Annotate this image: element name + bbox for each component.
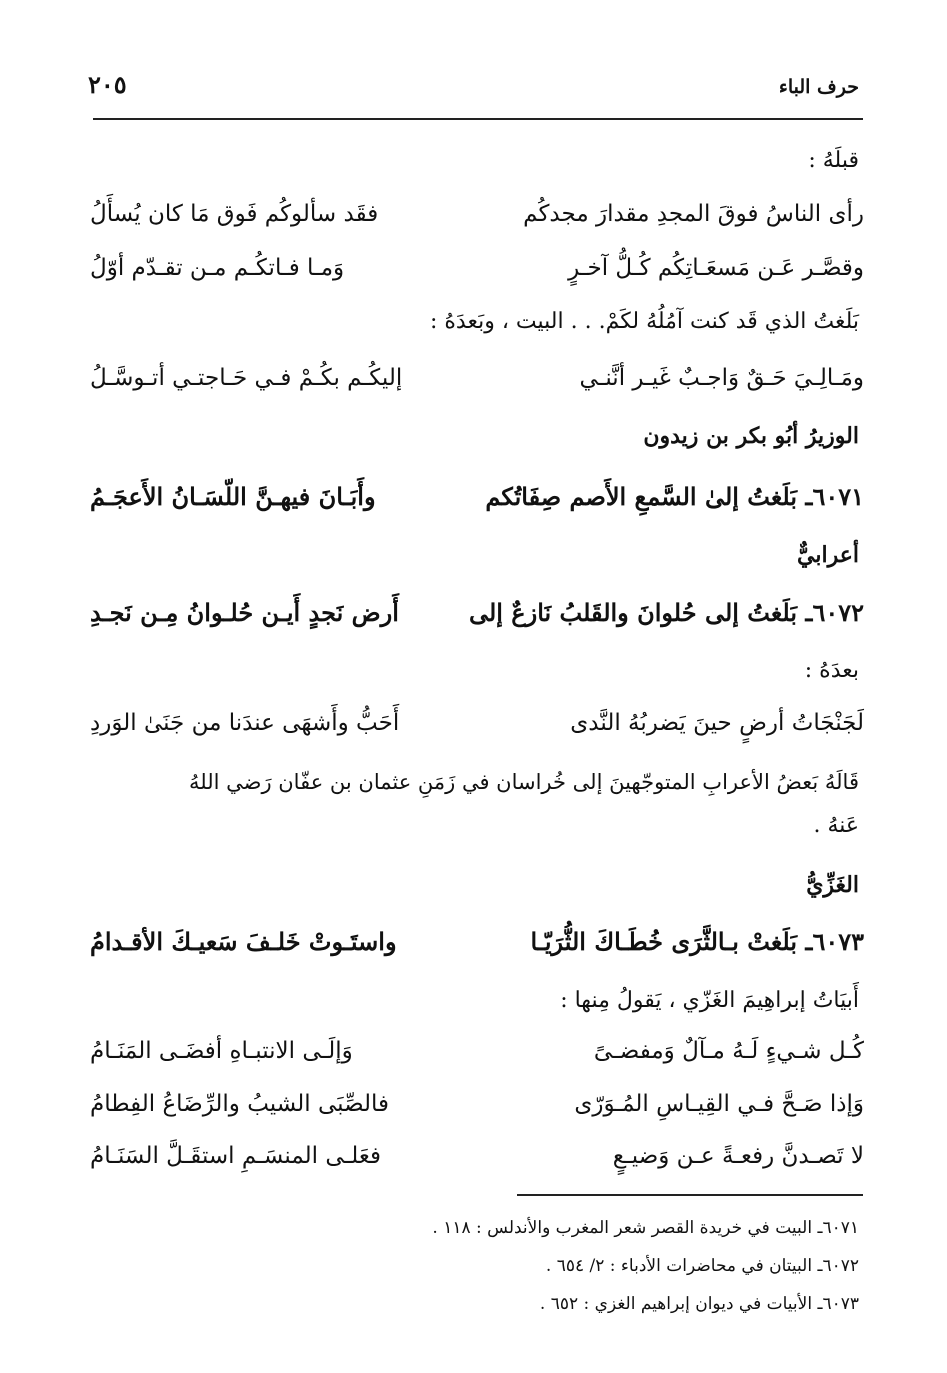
attribution-note-end: عَنهُ . (813, 813, 859, 838)
verse-second-hemistich: فعَلـى المنسَـمِ استقَـلَّ السَنَـامُ (90, 1143, 381, 1169)
verse-first-hemistich: وقصَّـر عَـن مَسعَـاتِكُم كُـلُّ آخـرٍ (568, 255, 864, 281)
footnote-rule (517, 1194, 863, 1196)
verse-first-hemistich: رأى الناسُ فوقَ المجدِ مقدارَ مجدكُم (523, 201, 864, 227)
page-number: ٢٠٥ (88, 70, 127, 99)
verse-6072 (90, 595, 864, 629)
reference-line: بَلَغتُ الذي قَد كنت آمُلُهُ لكَمْ. . . البيت ، وبَعدَهُ : (430, 309, 859, 334)
verse-6071 (90, 479, 864, 513)
verse-second-hemistich: وَمـا فـاتكُـم مـن تقـدّم أوّلُ (90, 255, 345, 281)
verse-first-hemistich: ٦٠٧٢ـ بَلَغتُ إلى حُلوانَ والقَلبُ نَازعٌ إلى (468, 597, 864, 627)
attribution-note: قَالَهُ بَعضُ الأعرابِ المتوجّهينَ إلى خُراسان في زَمَنِ عثمان بن عفّان رَضي اللهُ (188, 770, 859, 794)
verse-before-2 (90, 251, 864, 285)
verse-6073 (90, 924, 864, 958)
verse-ghazzi-1 (90, 1034, 864, 1068)
verse-second-hemistich: إليكُـم بكُـمْ فـي حَـاجتـي أتـوسَّـلُ (90, 365, 403, 391)
verse-before-1 (90, 197, 864, 231)
verse-second-hemistich: وأَبَـانَ فيهـنَّ اللّسَـانُ الأَعجَـمُ (90, 481, 376, 511)
verse-second-hemistich: واستَـوتْ خَلـفَ سَعيـكَ الأقـدامُ (90, 926, 397, 956)
before-label: قبلَهُ : (808, 148, 859, 173)
verse-first-hemistich: وَإذا صَـحَّ فـي القِيـاسِ المُـوَرّى (574, 1091, 864, 1117)
verse-second-hemistich: أَحَبُّ وأَشهَى عندَنا من جَنَىٰ الوَردِ (90, 710, 400, 736)
after-label: بعدَهُ : (804, 658, 859, 683)
verse-second-hemistich: فالصِّبَى الشيبُ والرِّضَاعُ الفِطامُ (90, 1091, 390, 1117)
header-rule (93, 118, 863, 120)
verse-second-hemistich: وَإلَـى الانتبـاهِ أفضَـى المَنَـامُ (90, 1038, 353, 1064)
verse-after-6072 (90, 706, 864, 740)
section-title: حرف الباء (778, 76, 859, 98)
verse-first-hemistich: كُـل شـيءٍ لَـهُ مـآلٌ وَمفضـىً (593, 1038, 864, 1064)
verse-second-hemistich: فقَد سألوكُم فَوق مَا كان يُسأَلُ (90, 201, 379, 227)
verse-ghazzi-2 (90, 1087, 864, 1121)
verse-after (90, 361, 864, 395)
poet-heading: الغَزِّيُّ (806, 872, 859, 898)
footnote: ٦٠٧٢ـ البيتان في محاضرات الأدباء : ٢/ ٦٥٤ . (545, 1256, 859, 1276)
footnote: ٦٠٧٣ـ الأبيات في ديوان إبراهيم الغزي : ٦٥٢ . (539, 1294, 859, 1314)
verse-ghazzi-3 (90, 1139, 864, 1173)
verse-first-hemistich: ٦٠٧٣ـ بَلَغتْ بـالثَّرَى خُطَـاكَ الثُّرَيّـا (530, 926, 864, 956)
verse-first-hemistich: لَجَنْجَاتُ أرضٍ حينَ يَضربُهُ النَّدى (570, 710, 864, 736)
verse-first-hemistich: ومَـالِـيَ حَـقٌ وَاجـبٌ غَيـر أنَّنـي (579, 365, 864, 391)
verse-first-hemistich: ٦٠٧١ـ بَلَغتُ إلىٰ السَّمعِ الأَصم صِفَاتُكم (485, 481, 864, 511)
footnote: ٦٠٧١ـ البيت في خريدة القصر شعر المغرب والأندلس : ١١٨ . (432, 1218, 859, 1238)
intro-line: أَبيَاتُ إبراهِيمَ الغَزّي ، يَقولُ مِنها : (560, 988, 859, 1013)
poet-heading: الوزيرُ أبُو بكر بن زيدون (643, 423, 859, 449)
verse-second-hemistich: أَرض نَجدٍ أَيـن حُلـوانُ مِـن نَجـدِ (90, 597, 399, 627)
verse-first-hemistich: لا تَصـدنَّ رفعـةً عـن وَضيـعٍ (612, 1143, 864, 1169)
poet-heading: أعرابيٌّ (797, 542, 859, 568)
